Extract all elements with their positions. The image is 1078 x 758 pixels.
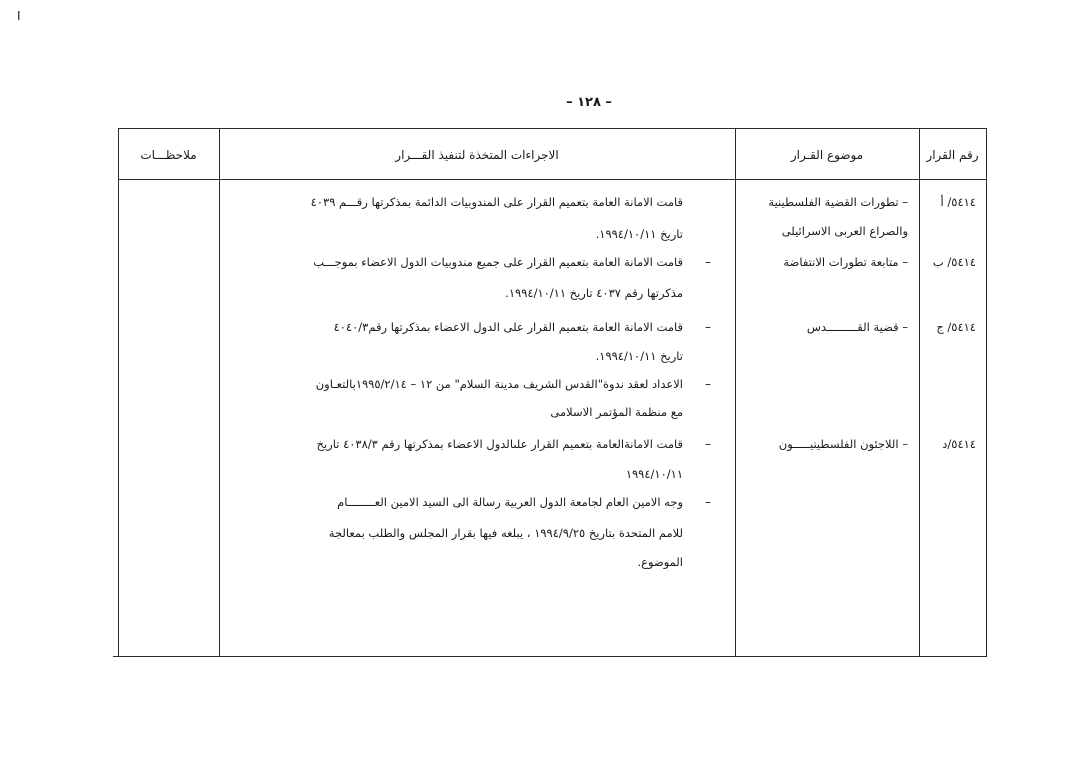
header-notes: ملاحظـــات	[140, 148, 197, 162]
corner-mark: I	[17, 9, 21, 23]
decision-number-b: ٥٤١٤/ ب	[932, 255, 976, 269]
header-subject: موضوع القـرار	[790, 148, 864, 162]
action-c2-line1: الاعداد لعقد ندوة"القدس الشريف مدينة السلام" من ١٢ – ١٩٩٥/٢/١٤بالتعـاون	[315, 377, 683, 391]
subject-a-line1: – تطورات القضية الفلسطينية	[768, 195, 908, 209]
bullet-dash: –	[705, 437, 711, 451]
action-b1-line1: قامت الامانة العامة بتعميم القرار على جميع مندوبيات الدول الاعضاء بموجـــب	[313, 255, 683, 269]
action-d2-line1: وجه الامين العام لجامعة الدول العربية رسالة الى السيد الامين العــــــــام	[337, 495, 683, 509]
action-b1-line2: مذكرتها رقم ٤٠٣٧ تاريخ ١٩٩٤/١٠/١١.	[505, 286, 683, 300]
decision-number-d: ٥٤١٤/د	[942, 437, 976, 451]
subject-b-line1: – متابعة تطورات الانتفاضة	[783, 255, 908, 269]
subject-c-line1: – قضية القـــــــــدس	[806, 320, 908, 334]
action-c1-line1: قامت الامانة العامة بتعميم القرار على الدول الاعضاء بمذكرتها رقم٤٠٤٠/٣	[333, 320, 683, 334]
action-d2-line3: الموضوع.	[637, 555, 683, 569]
action-c2-line2: مع منظمة المؤتمر الاسلامى	[550, 405, 683, 419]
bullet-dash: –	[705, 377, 711, 391]
bullet-dash: –	[705, 320, 711, 334]
decision-number-a: ٥٤١٤/ أ	[940, 195, 976, 209]
header-decision-number: رقم القرار	[926, 148, 979, 162]
action-a1-line1: قامت الامانة العامة بتعميم القرار على المندوبيات الدائمة بمذكرتها رقـــم ٤٠٣٩	[310, 195, 683, 209]
action-d1-line1: قامت الامانةالعامة بتعميم القرار علىالدول الاعضاء بمذكرتها رقم ٤٠٣٨/٣ تاريخ	[316, 437, 683, 451]
bullet-dash: –	[705, 255, 711, 269]
action-a1-line2: تاريخ ١٩٩٤/١٠/١١.	[595, 227, 683, 241]
header-actions: الاجراءات المتخذة لتنفيذ القـــرار	[395, 148, 559, 162]
action-c1-line2: تاريخ ١٩٩٤/١٠/١١.	[595, 349, 683, 363]
bullet-dash: –	[705, 495, 711, 509]
page-number: – ١٢٨ –	[566, 95, 612, 110]
subject-a-line2: والصراع العربى الاسرائيلى	[781, 224, 908, 238]
action-d2-line2: للامم المتحدة بتاريخ ١٩٩٤/٩/٢٥ ، يبلغه فيها بقرار المجلس والطلب بمعالجة	[328, 526, 683, 540]
subject-d-line1: – اللاجئون الفلسطينيـــــون	[778, 437, 908, 451]
decision-number-c: ٥٤١٤/ ج	[936, 320, 976, 334]
action-d1-line2: ١٩٩٤/١٠/١١	[625, 467, 683, 481]
